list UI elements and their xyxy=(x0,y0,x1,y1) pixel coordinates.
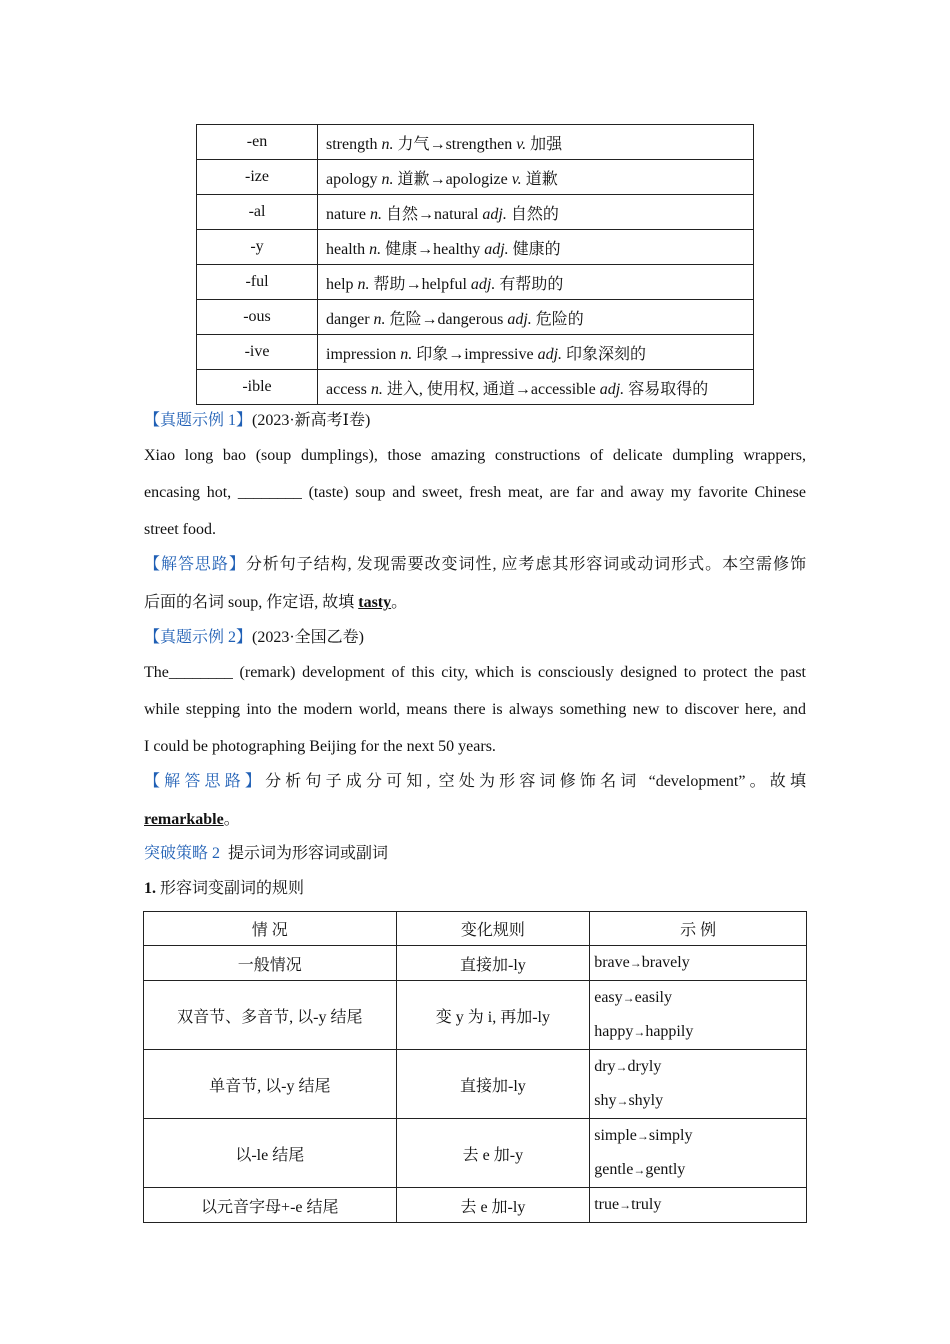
arrow: → xyxy=(448,345,465,363)
adjective: dry xyxy=(594,1058,616,1075)
example-cell xyxy=(590,1050,807,1119)
adjective: true xyxy=(594,1196,620,1213)
arrow: → xyxy=(616,1094,629,1108)
derived-word: accessible xyxy=(530,380,596,398)
arrow: → xyxy=(417,240,434,258)
example1-analysis-text2: 后面的名词 soup, 作定语, 故填 xyxy=(144,594,359,611)
suffix-row xyxy=(197,370,754,405)
adjective: happy xyxy=(594,1023,634,1040)
example-pair xyxy=(594,1153,802,1187)
adv-table-row xyxy=(144,1050,807,1119)
suffix-row xyxy=(197,335,754,370)
suffix-row xyxy=(197,230,754,265)
example2-source: (2023·全国乙卷) xyxy=(252,629,365,646)
case-cell: 双音节、多音节, 以-y 结尾 xyxy=(144,981,397,1050)
suffix-cell: -y xyxy=(197,230,318,265)
suffix-example-cell xyxy=(318,335,754,370)
derived-pos: v. xyxy=(516,135,527,153)
base-cn: 力气 xyxy=(397,135,430,153)
base-cn: 自然 xyxy=(385,205,418,223)
derived-pos: adj. xyxy=(537,345,563,363)
example-pair xyxy=(594,1084,802,1118)
case-cell: 以元音字母+-e 结尾 xyxy=(144,1188,397,1223)
section1-number: 1. xyxy=(144,880,156,897)
example2-analysis-line2 xyxy=(144,801,806,838)
suffix-example-cell xyxy=(318,370,754,405)
base-pos: n. xyxy=(370,380,383,398)
derived-pos: adj. xyxy=(482,205,507,223)
base-pos: n. xyxy=(369,240,382,258)
example1-line1: Xiao long bao (soup dumplings), those amazing constructions of delicate dumpling wrappers, xyxy=(144,447,806,464)
base-cn: 危险 xyxy=(389,310,422,328)
base-pos: n. xyxy=(381,170,394,188)
base-pos: n. xyxy=(357,275,370,293)
base-word: impression xyxy=(326,345,397,363)
arrow: → xyxy=(429,170,446,188)
adv-table-row xyxy=(144,1188,807,1223)
adverb: truly xyxy=(631,1196,662,1213)
base-cn: 道歉 xyxy=(397,170,430,188)
example2-label: 【真题示例 2】 xyxy=(144,629,253,646)
rule-cell: 变 y 为 i, 再加-ly xyxy=(396,981,590,1050)
example1-source: (2023·新高考Ⅰ卷) xyxy=(252,412,371,429)
example2-analysis-label: 【解答思路】 xyxy=(144,773,266,790)
suffix-row xyxy=(197,300,754,335)
example2-analysis-line1 xyxy=(144,763,806,800)
derived-pos: adj. xyxy=(484,240,509,258)
derived-cn: 加强 xyxy=(530,135,563,153)
strategy-label: 突破策略 2 xyxy=(144,845,221,862)
suffix-example-cell xyxy=(318,230,754,265)
derived-pos: adj. xyxy=(470,275,496,293)
arrow: → xyxy=(514,380,531,398)
example1-label: 【真题示例 1】 xyxy=(144,412,253,429)
example-cell xyxy=(590,946,807,981)
case-cell: 以-le 结尾 xyxy=(144,1119,397,1188)
derived-cn: 容易取得的 xyxy=(628,380,709,398)
derived-cn: 印象深刻的 xyxy=(566,345,647,363)
adverb: easily xyxy=(634,989,672,1006)
example2-answer: remarkable xyxy=(144,811,224,828)
base-pos: n. xyxy=(400,345,413,363)
base-pos: n. xyxy=(369,205,382,223)
example1-period: 。 xyxy=(391,594,408,611)
adjective: gentle xyxy=(594,1161,634,1178)
arrow: → xyxy=(429,135,446,153)
adjective: simple xyxy=(594,1127,637,1144)
suffix-row xyxy=(197,160,754,195)
example1-answer: tasty xyxy=(358,594,392,611)
adverb: simply xyxy=(648,1127,693,1144)
arrow: → xyxy=(633,1025,646,1039)
suffix-example-cell xyxy=(318,160,754,195)
suffix-cell: -al xyxy=(197,195,318,230)
arrow: → xyxy=(633,1163,646,1177)
adjective: brave xyxy=(594,954,630,971)
arrow: → xyxy=(622,991,635,1005)
base-word: help xyxy=(326,275,354,293)
case-cell: 单音节, 以-y 结尾 xyxy=(144,1050,397,1119)
section1-title: 形容词变副词的规则 xyxy=(160,880,305,897)
base-pos: n. xyxy=(381,135,394,153)
example2-line2: while stepping into the modern world, means there is always something new to discover here, and xyxy=(144,701,806,718)
suffix-example-cell xyxy=(318,125,754,160)
derived-word: apologize xyxy=(445,170,508,188)
adv-table-header xyxy=(144,912,807,946)
derived-word: strengthen xyxy=(445,135,513,153)
derived-cn: 有帮助的 xyxy=(499,275,564,293)
strategy-heading xyxy=(144,835,806,872)
example2-line3: I could be photographing Beijing for the next 50 years. xyxy=(144,738,496,755)
derived-word: dangerous xyxy=(437,310,504,328)
adverb: dryly xyxy=(627,1058,662,1075)
strategy-title: 提示词为形容词或副词 xyxy=(228,845,389,862)
adjective: easy xyxy=(594,989,623,1006)
base-word: strength xyxy=(326,135,378,153)
arrow: → xyxy=(615,1060,628,1074)
suffix-cell: -ive xyxy=(197,335,318,370)
adverb: happily xyxy=(645,1023,694,1040)
rule-cell: 直接加-ly xyxy=(396,946,590,981)
derived-cn: 自然的 xyxy=(510,205,559,223)
base-word: health xyxy=(326,240,366,258)
example1-line2: encasing hot, ________ (taste) soup and sweet, fresh meat, are far and away my favorite Chinese xyxy=(144,484,806,501)
example1-analysis-text: 分析句子结构, 发现需要改变词性, 应考虑其形容词或动词形式。本空需修饰 xyxy=(245,556,806,573)
base-pos: n. xyxy=(373,310,386,328)
adverb: shyly xyxy=(628,1092,664,1109)
suffix-cell: -ous xyxy=(197,300,318,335)
rule-cell: 去 e 加-y xyxy=(396,1119,590,1188)
base-word: danger xyxy=(326,310,370,328)
arrow: → xyxy=(418,205,434,223)
example-pair xyxy=(594,1119,802,1153)
example-pair xyxy=(594,1188,802,1222)
example-cell xyxy=(590,1188,807,1223)
example1-analysis-line2 xyxy=(144,584,806,621)
derived-word: helpful xyxy=(421,275,467,293)
suffix-example-cell xyxy=(318,300,754,335)
example2-heading xyxy=(144,619,806,656)
derived-pos: adj. xyxy=(507,310,532,328)
base-word: apology xyxy=(326,170,378,188)
example1-line3: street food. xyxy=(144,521,216,538)
adjective: shy xyxy=(594,1092,617,1109)
derived-cn: 健康的 xyxy=(512,240,561,258)
suffix-cell: -ful xyxy=(197,265,318,300)
example2-analysis-text: 分析句子成分可知, 空处为形容词修饰名词 “development”。故填 xyxy=(265,773,806,790)
header-rule: 变化规则 xyxy=(396,912,590,946)
adv-table-row xyxy=(144,1119,807,1188)
example1-heading xyxy=(144,402,806,439)
example-pair xyxy=(594,981,802,1015)
suffix-cell: -en xyxy=(197,125,318,160)
derived-pos: v. xyxy=(511,170,522,188)
example2-line1: The________ (remark) development of this city, which is consciously designed to protect the past xyxy=(144,664,806,681)
arrow: → xyxy=(619,1198,632,1212)
example-cell xyxy=(590,1119,807,1188)
example1-analysis-label: 【解答思路】 xyxy=(144,556,246,573)
arrow: → xyxy=(636,1129,649,1143)
derived-cn: 道歉 xyxy=(525,170,558,188)
derived-cn: 危险的 xyxy=(535,310,584,328)
suffix-row xyxy=(197,265,754,300)
example-pair xyxy=(594,1050,802,1084)
example-pair xyxy=(594,1015,802,1049)
adverb: gently xyxy=(645,1161,686,1178)
arrow: → xyxy=(421,310,438,328)
adv-table-row xyxy=(144,946,807,981)
header-case: 情 况 xyxy=(144,912,397,946)
base-cn: 健康 xyxy=(385,240,418,258)
arrow: → xyxy=(405,275,422,293)
suffix-row xyxy=(197,125,754,160)
base-word: nature xyxy=(326,205,366,223)
derived-word: healthy xyxy=(433,240,481,258)
derived-word: natural xyxy=(434,205,479,223)
suffix-cell: -ible xyxy=(197,370,318,405)
base-cn: 帮助 xyxy=(373,275,406,293)
case-cell: 一般情况 xyxy=(144,946,397,981)
suffix-example-cell xyxy=(318,265,754,300)
section1-heading xyxy=(144,870,806,907)
base-cn: 印象 xyxy=(416,345,449,363)
suffix-cell: -ize xyxy=(197,160,318,195)
adv-table-row xyxy=(144,981,807,1050)
example-cell xyxy=(590,981,807,1050)
example-pair xyxy=(594,946,802,980)
arrow: → xyxy=(629,956,642,970)
derived-word: impressive xyxy=(464,345,534,363)
base-word: access xyxy=(326,380,367,398)
example2-period: 。 xyxy=(223,811,240,828)
adv-rule-table xyxy=(143,911,807,1223)
suffix-example-cell xyxy=(318,195,754,230)
base-cn: 进入, 使用权, 通道 xyxy=(386,380,515,398)
rule-cell: 去 e 加-ly xyxy=(396,1188,590,1223)
adverb: bravely xyxy=(641,954,690,971)
suffix-row xyxy=(197,195,754,230)
header-example: 示 例 xyxy=(590,912,807,946)
rule-cell: 直接加-ly xyxy=(396,1050,590,1119)
example1-analysis-line1 xyxy=(144,546,806,583)
derived-pos: adj. xyxy=(599,380,625,398)
suffix-table xyxy=(196,124,754,405)
